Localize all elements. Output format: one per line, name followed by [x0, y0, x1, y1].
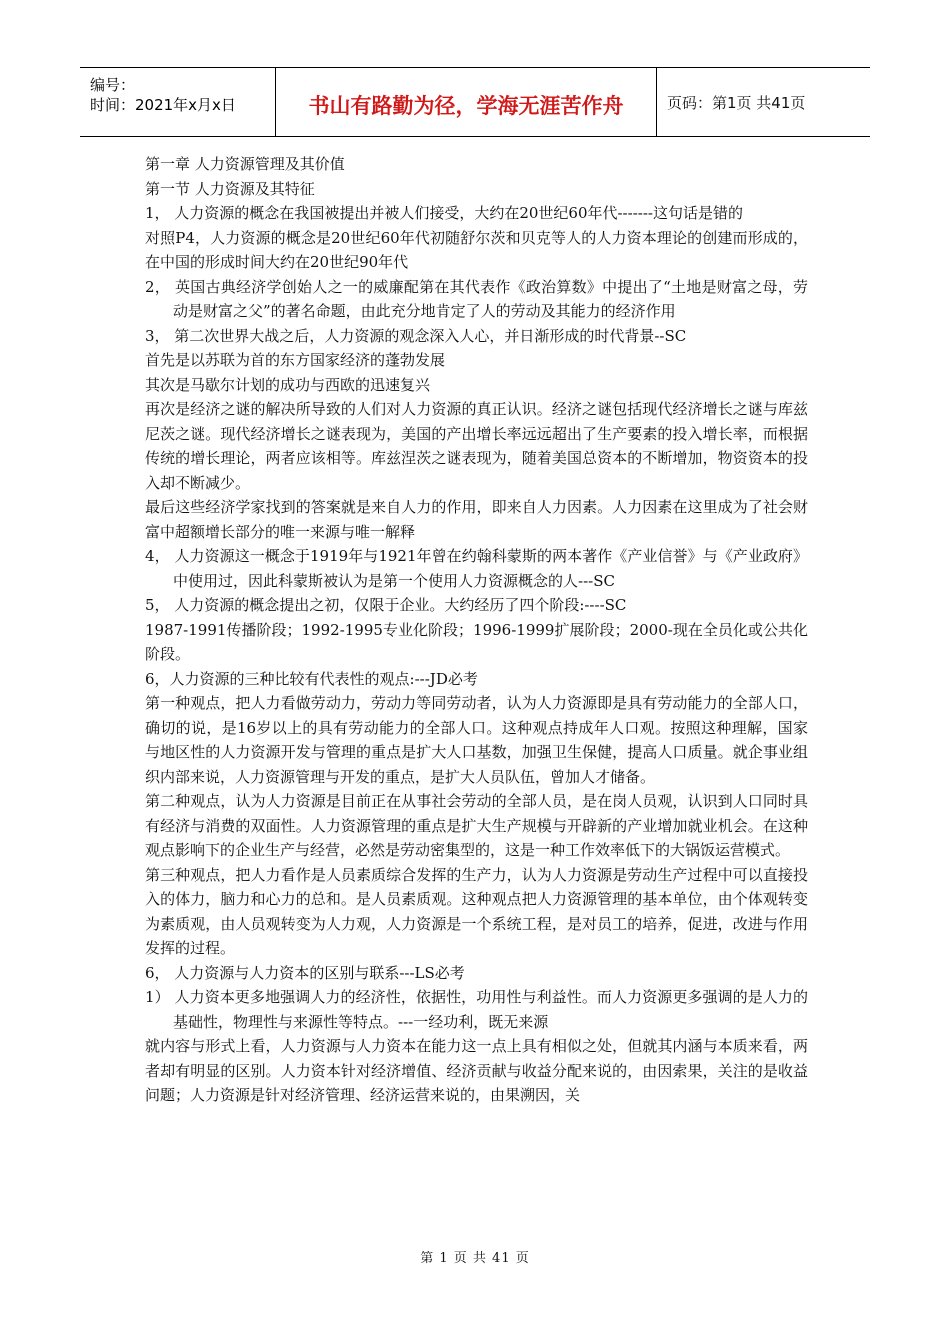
- list-item: 2， 英国古典经济学创始人之一的威廉配第在其代表作《政治算数》中提出了“土地是财富之母，劳动是财富之父”的著名命题，由此充分地肯定了人的劳动及其能力的经济作用: [145, 277, 808, 320]
- paragraph: 第二种观点，认为人力资源是目前正在从事社会劳动的全部人员，是在岗人员观，认识到人口同时具有经济与消费的双面性。人力资源管理的重点是扩大生产规模与开辟新的产业增加就业机会。在这种观点影响下的企业生产与经营，必然是劳动密集型的，这是一种工作效率低下的大锅饭运营模式。: [145, 792, 808, 859]
- page-header: [80, 67, 870, 137]
- paragraph: 第三种观点，把人力看作是人员素质综合发挥的生产力，认为人力资源是劳动生产过程中可以直接投入的体力，脑力和心力的总和。是人员素质观。这种观点把人力资源管理的基本单位，由个体观转变为素质观，由人员观转变为人力观，人力资源是一个系统工程，是对员工的培养，促进，改进与作用发挥的过程。: [145, 865, 808, 957]
- list-item: 1） 人力资本更多地强调人力的经济性，依据性，功用性与利益性。而人力资源更多强调的是人力的基础性，物理性与来源性等特点。---一经功利，既无来源: [145, 988, 808, 1031]
- header-page-number: 页码：第1页 共41页: [667, 94, 806, 112]
- list-item: 4， 人力资源这一概念于1919年与1921年曾在约翰科蒙斯的两本著作《产业信誉》与《产业政府》中使用过，因此科蒙斯被认为是第一个使用人力资源概念的人---SC: [145, 547, 808, 590]
- paragraph: 最后这些经济学家找到的答案就是来自人力的作用，即来自人力因素。人力因素在这里成为了社会财富中超额增长部分的唯一来源与唯一解释: [145, 498, 808, 541]
- list-item: 1， 人力资源的概念在我国被提出并被人们接受，大约在20世纪60年代-------这句话是错的: [145, 204, 743, 222]
- paragraph: 首先是以苏联为首的东方国家经济的蓬勃发展: [145, 351, 446, 369]
- header-meta-cell: [80, 68, 276, 136]
- header-motto: 书山有路勤为径，学海无涯苦作舟: [308, 94, 624, 118]
- chapter-title: 第一章 人力资源管理及其价值: [145, 155, 345, 173]
- paragraph: 就内容与形式上看，人力资源与人力资本在能力这一点上具有相似之处，但就其内涵与本质来看，两者却有明显的区别。人力资本针对经济增值、经济贡献与收益分配来说的，由因索果，关注的是收益问题；人力资源是针对经济管理、经济运营来说的，由果溯因，关: [145, 1037, 808, 1104]
- paragraph: 第一种观点，把人力看做劳动力，劳动力等同劳动者，认为人力资源即是具有劳动能力的全部人口，确切的说，是16岁以上的具有劳动能力的全部人口。这种观点持成年人口观。按照这种理解，国家与地区性的人力资源开发与管理的重点是扩大人口基数，加强卫生保健，提高人口质量。就企事业组织内部来说，人力资源管理与开发的重点，是扩大人员队伍，曾加人才储备。: [145, 694, 808, 786]
- header-motto-cell: [276, 68, 657, 136]
- paragraph: 其次是马歇尔计划的成功与西欧的迅速复兴: [145, 375, 431, 394]
- document-body: [145, 152, 808, 1108]
- document-date-label: 时间：2021年x月x日: [90, 96, 236, 114]
- paragraph: 6，人力资源的三种比较有代表性的观点:---JD必考: [145, 669, 478, 688]
- document-number-label: 编号：: [90, 76, 136, 94]
- paragraph: 6， 人力资源与人力资本的区别与联系---LS必考: [145, 963, 465, 982]
- list-item: 5， 人力资源的概念提出之初，仅限于企业。大约经历了四个阶段:----SC: [145, 596, 627, 614]
- header-page-cell: [657, 68, 870, 136]
- paragraph: 再次是经济之谜的解决所导致的人们对人力资源的真正认识。经济之谜包括现代经济增长之谜与库兹尼茨之谜。现代经济增长之谜表现为，美国的产出增长率远远超出了生产要素的投入增长率，而根据传统的增长理论，两者应该相等。库兹涅茨之谜表现为，随着美国总资本的不断增加，物资资本的投入却不断减少。: [145, 400, 808, 492]
- paragraph: 对照P4，人力资源的概念是20世纪60年代初随舒尔茨和贝克等人的人力资本理论的创建而形成的，在中国的形成时间大约在20世纪90年代: [145, 228, 808, 271]
- page-footer: 第 1 页 共 41 页: [420, 1251, 530, 1266]
- section-title: 第一节 人力资源及其特征: [145, 179, 315, 198]
- list-item: 3， 第二次世界大战之后，人力资源的观念深入人心，并日渐形成的时代背景--SC: [145, 326, 687, 345]
- paragraph: 1987-1991传播阶段；1992-1995专业化阶段；1996-1999扩展阶段；2000-现在全员化或公共化阶段。: [145, 620, 808, 663]
